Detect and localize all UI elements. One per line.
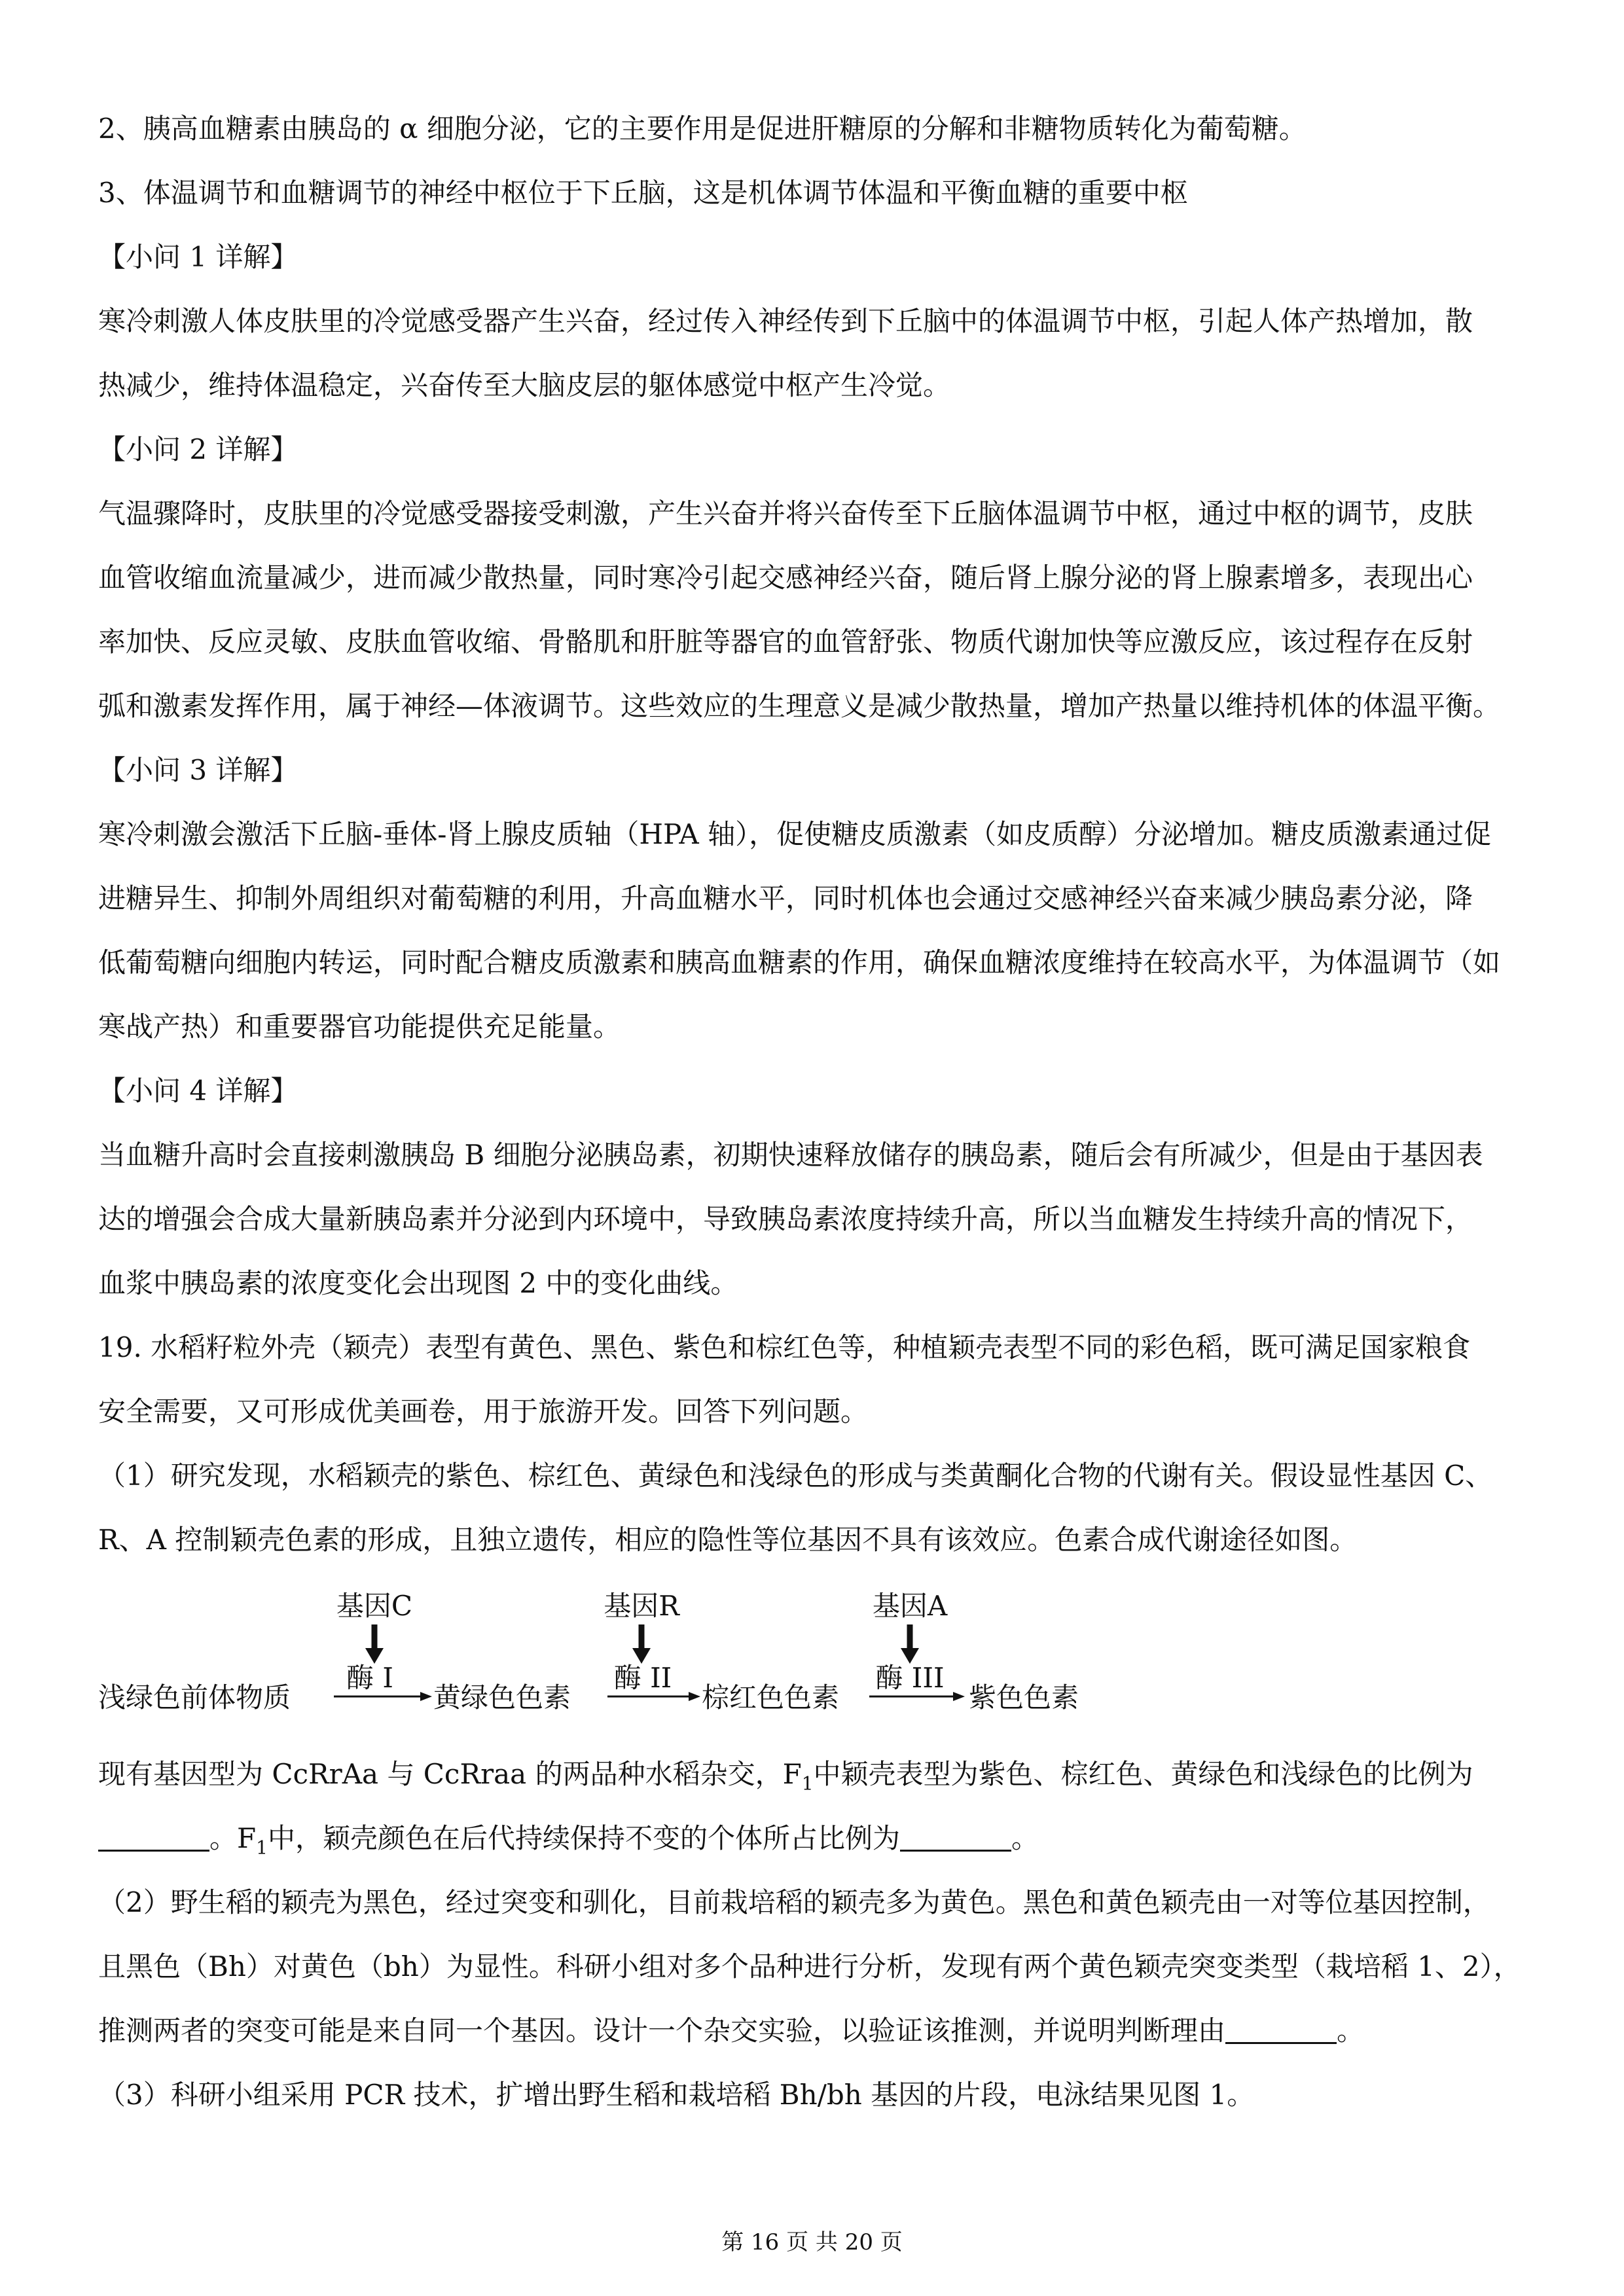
product-2-label: 棕红色色素 <box>702 1681 840 1713</box>
text-line: 安全需要，又可形成优美画卷，用于旅游开发。回答下列问题。 <box>98 1395 869 1427</box>
text-line: 寒冷刺激会激活下丘脑-垂体-肾上腺皮质轴（HPA 轴），促使糖皮质激素（如皮质醇）分泌增加。糖皮质激素通过促 <box>98 818 1492 850</box>
text-line: 率加快、反应灵敏、皮肤血管收缩、骨骼肌和肝脏等器官的血管舒张、物质代谢加快等应激反应，该过程存在反射 <box>98 626 1473 658</box>
product-3-label: 紫色色素 <box>969 1681 1079 1713</box>
down-arrow-icon <box>901 1624 919 1664</box>
enzyme-2-label: 酶 II <box>613 1662 672 1694</box>
text-line: 低葡萄糖向细胞内转运，同时配合糖皮质激素和胰高血糖素的作用，确保血糖浓度维持在较高水平，为体温调节（如 <box>98 946 1501 978</box>
text-line: 推测两者的突变可能是来自同一个基因。设计一个杂交实验，以验证该推测，并说明判断理由 。 <box>98 2015 1365 2047</box>
gene-c-label: 基因C <box>336 1590 413 1622</box>
subquestion-2: （2）野生稻的颖壳为黑色，经过突变和驯化，目前栽培稻的颖壳多为黄色。黑色和黄色颖壳由一对等位基因控制， <box>98 1886 1490 1918</box>
text-line: 。$F_1$中，颖壳颜色在后代持续保持不变的个体所占比例为 。 <box>98 1820 1538 1857</box>
text-line: 2、胰高血糖素由胰岛的 α 细胞分泌，它的主要作用是促进肝糖原的分解和非糖物质转化为葡萄糖。 <box>98 113 1307 145</box>
text-line: 现有基因型为 CcRrAa 与 CcRraa 的两品种水稻杂交，$F_1$中颖壳表型为紫色、棕红色、黄绿色和浅绿色的比例为 <box>98 1758 1473 1795</box>
question-19-stem: 19. 水稻籽粒外壳（颖壳）表型有黄色、黑色、紫色和棕红色等，种植颖壳表型不同的彩色稻，既可满足国家粮食 <box>98 1331 1471 1363</box>
text-line: R、A 控制颖壳色素的形成，且独立遗传，相应的隐性等位基因不具有该效应。色素合成代谢途径如图。 <box>98 1524 1358 1556</box>
text-line: 3、体温调节和血糖调节的神经中枢位于下丘脑，这是机体调节体温和平衡血糖的重要中枢 <box>98 177 1188 209</box>
subquestion-3: （3）科研小组采用 PCR 技术，扩增出野生稻和栽培稻 Bh/bh 基因的片段，电泳结果见图 1。 <box>98 2079 1255 2111</box>
text-line: 气温骤降时，皮肤里的冷觉感受器接受刺激，产生兴奋并将兴奋传至下丘脑体温调节中枢，通过中枢的调节，皮肤 <box>98 497 1473 529</box>
gene-a-label: 基因A <box>872 1590 948 1622</box>
pigment-pathway-diagram <box>98 1584 1211 1748</box>
text-line: 血管收缩血流量减少，进而减少散热量，同时寒冷引起交感神经兴奋，随后肾上腺分泌的肾上腺素增多，表现出心 <box>98 562 1473 594</box>
down-arrow-icon <box>632 1624 651 1664</box>
gene-r-label: 基因R <box>604 1590 679 1622</box>
section-heading-q1: 【小问 1 详解】 <box>98 241 298 273</box>
text-line: 寒战产热）和重要器官功能提供充足能量。 <box>98 1011 621 1043</box>
answer-blank[interactable] <box>900 1823 1011 1852</box>
text-line: 进糖异生、抑制外周组织对葡萄糖的利用，升高血糖水平，同时机体也会通过交感神经兴奋来减少胰岛素分泌，降 <box>98 882 1473 914</box>
text-line: 且黑色（Bh）对黄色（bh）为显性。科研小组对多个品种进行分析，发现有两个黄色颖壳突变类型（栽培稻 1、2）， <box>98 1950 1521 1982</box>
down-arrow-icon <box>365 1624 384 1664</box>
answer-blank[interactable] <box>1225 2016 1337 2044</box>
answer-blank[interactable] <box>98 1823 209 1852</box>
text-line: 寒冷刺激人体皮肤里的冷觉感受器产生兴奋，经过传入神经传到下丘脑中的体温调节中枢，引起人体产热增加，散 <box>98 305 1473 337</box>
section-heading-q3: 【小问 3 详解】 <box>98 754 298 786</box>
product-1-label: 黄绿色色素 <box>433 1681 571 1713</box>
enzyme-3-label: 酶 III <box>875 1662 945 1694</box>
section-heading-q4: 【小问 4 详解】 <box>98 1075 298 1107</box>
text-line: 当血糖升高时会直接刺激胰岛 B 细胞分泌胰岛素，初期快速释放储存的胰岛素，随后会有所减少，但是由于基因表 <box>98 1139 1483 1171</box>
subquestion-1: （1）研究发现，水稻颖壳的紫色、棕红色、黄绿色和浅绿色的形成与类黄酮化合物的代谢有关。假设显性基因 C、 <box>98 1460 1493 1492</box>
text-line: 弧和激素发挥作用，属于神经—体液调节。这些效应的生理意义是减少散热量，增加产热量以维持机体的体温平衡。 <box>98 690 1501 722</box>
enzyme-1-label: 酶 I <box>346 1662 393 1694</box>
page-footer: 第 16 页 共 20 页 <box>721 2229 903 2255</box>
text-line: 热减少，维持体温稳定，兴奋传至大脑皮层的躯体感觉中枢产生冷觉。 <box>98 369 951 401</box>
text-line: 达的增强会合成大量新胰岛素并分泌到内环境中，导致胰岛素浓度持续升高，所以当血糖发生持续升高的情况下， <box>98 1203 1473 1235</box>
section-heading-q2: 【小问 2 详解】 <box>98 433 298 465</box>
substrate-label: 浅绿色前体物质 <box>98 1681 291 1713</box>
text-line: 血浆中胰岛素的浓度变化会出现图 2 中的变化曲线。 <box>98 1267 738 1299</box>
